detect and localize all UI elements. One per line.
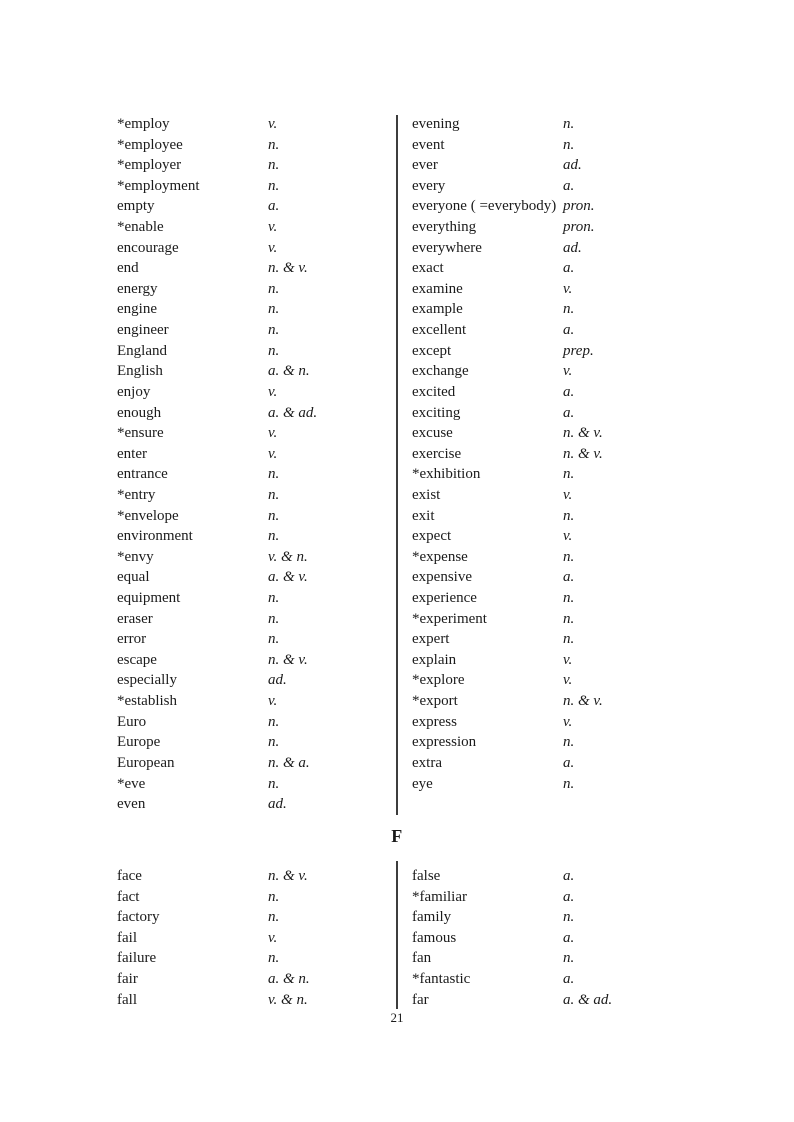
entry-row (412, 444, 697, 465)
entry-word: exist (412, 486, 441, 503)
entry-row (412, 547, 697, 568)
entry-word: experience (412, 590, 477, 607)
entry-pos: v. (268, 693, 278, 710)
entry-row (412, 948, 697, 969)
entry-row (412, 341, 697, 362)
entry-word: enter (117, 445, 147, 462)
entry-row (412, 485, 697, 506)
section-heading-f: F (391, 826, 403, 846)
entry-row (117, 320, 402, 341)
entry-pos: v. (563, 280, 573, 297)
entry-row (412, 403, 697, 424)
entry-pos: n. (268, 301, 280, 318)
entry-row (412, 361, 697, 382)
entry-word: factory (117, 909, 160, 926)
entry-word: *establish (117, 693, 177, 710)
entry-pos: n. & v. (268, 868, 308, 884)
entry-pos: n. (563, 466, 575, 483)
entry-row (117, 712, 402, 733)
entry-word: everyone ( =everybody) (412, 198, 557, 215)
entry-pos: n. (268, 631, 280, 648)
entry-row (117, 382, 402, 403)
entry-row (412, 299, 697, 320)
entry-word: express (412, 713, 457, 730)
word-column-f-left (117, 866, 402, 1010)
entry-row (117, 176, 402, 197)
entry-row (412, 258, 697, 279)
entry-pos: v. & n. (268, 991, 308, 1008)
entry-pos: a. (563, 260, 575, 277)
entry-row (117, 907, 402, 928)
entry-word: eraser (117, 610, 153, 627)
entry-row (412, 691, 697, 712)
entry-pos: v. (563, 713, 573, 730)
entry-word: expensive (412, 569, 472, 586)
entry-row (117, 444, 402, 465)
entry-pos: v. (268, 445, 278, 462)
entry-row (412, 176, 697, 197)
entry-pos: a. & ad. (268, 404, 318, 421)
entry-pos: n. (268, 177, 280, 194)
entry-word: *fantastic (412, 971, 471, 988)
entry-row (412, 753, 697, 774)
entry-row (117, 794, 402, 815)
entry-word: equipment (117, 590, 181, 607)
entry-word: everywhere (412, 239, 482, 256)
entry-row (117, 866, 402, 887)
entry-pos: v. & n. (268, 548, 308, 565)
entry-word: excited (412, 383, 456, 400)
entry-pos: n. (268, 486, 280, 503)
entry-word: family (412, 909, 452, 926)
entry-row (412, 650, 697, 671)
entry-pos: n. & a. (268, 754, 310, 771)
entry-pos: v. (268, 239, 278, 256)
entry-pos: n. (563, 548, 575, 565)
entry-pos: n. & v. (563, 425, 603, 442)
entry-pos: v. (563, 651, 573, 668)
entry-pos: v. (563, 528, 573, 545)
entry-pos: n. & v. (268, 260, 308, 277)
entry-pos: n. (268, 157, 280, 174)
entry-row (117, 299, 402, 320)
entry-pos: v. (268, 425, 278, 442)
entry-word: *export (412, 693, 458, 710)
entry-word: Euro (117, 713, 147, 730)
entry-row (412, 774, 697, 795)
entry-row (117, 217, 402, 238)
entry-row (117, 887, 402, 908)
entry-row (412, 135, 697, 156)
entry-word: false (412, 868, 441, 884)
entry-row (412, 464, 697, 485)
entry-word: *envelope (117, 507, 179, 524)
entry-pos: a. (563, 888, 575, 905)
entry-word: end (117, 260, 139, 277)
entry-pos: prep. (563, 342, 594, 359)
entry-pos: v. (563, 363, 573, 380)
entry-pos: a. (563, 971, 575, 988)
word-column-f-right (412, 866, 697, 1010)
entry-pos: v. (563, 672, 573, 689)
entry-row (117, 135, 402, 156)
entry-row (117, 464, 402, 485)
entry-pos: n. (563, 775, 575, 792)
entry-pos: n. (268, 775, 280, 792)
entry-word: exact (412, 260, 444, 277)
entry-row (412, 196, 697, 217)
entry-row (117, 423, 402, 444)
entry-pos: n. (268, 528, 280, 545)
entry-word: fair (117, 971, 138, 988)
entry-row (117, 948, 402, 969)
entry-word: *explore (412, 672, 465, 689)
page-number: 21 (390, 1010, 404, 1025)
entry-pos: a. & n. (268, 971, 310, 988)
entry-pos: v. (563, 486, 573, 503)
entry-pos: n. & v. (563, 445, 603, 462)
entry-pos: a. (563, 929, 575, 946)
entry-pos: a. (563, 754, 575, 771)
entry-row (117, 341, 402, 362)
entry-word: eye (412, 775, 433, 792)
entry-row (117, 279, 402, 300)
entry-pos: v. (268, 219, 278, 236)
entry-row (412, 588, 697, 609)
entry-word: exciting (412, 404, 461, 421)
entry-pos: a. & n. (268, 363, 310, 380)
entry-pos: a. (268, 198, 280, 215)
entry-row (117, 588, 402, 609)
entry-pos: a. (563, 404, 575, 421)
entry-row (412, 969, 697, 990)
entry-pos: a. (563, 868, 575, 884)
entry-row (117, 547, 402, 568)
entry-word: *envy (117, 548, 154, 565)
entry-word: examine (412, 280, 463, 297)
entry-word: exercise (412, 445, 462, 462)
entry-word: face (117, 868, 142, 884)
entry-word: fan (412, 950, 432, 967)
entry-word: example (412, 301, 463, 318)
entry-pos: n. & v. (563, 693, 603, 710)
entry-row (412, 990, 697, 1011)
entry-pos: n. (563, 136, 575, 153)
entry-pos: n. (268, 713, 280, 730)
entry-pos: n. (563, 610, 575, 627)
entry-word: every (412, 177, 446, 194)
word-column-e-right (412, 114, 697, 794)
entry-word: except (412, 342, 452, 359)
entry-word: fact (117, 888, 140, 905)
entry-word: *exhibition (412, 466, 481, 483)
entry-pos: v. (268, 383, 278, 400)
entry-pos: a. (563, 569, 575, 586)
entry-word: environment (117, 528, 193, 545)
column-divider (396, 861, 398, 1009)
entry-pos: n. (563, 301, 575, 318)
entry-word: expression (412, 734, 477, 751)
entry-row (117, 258, 402, 279)
entry-row (412, 423, 697, 444)
entry-row (117, 928, 402, 949)
entry-pos: n. (268, 322, 280, 339)
entry-word: famous (412, 929, 457, 946)
entry-pos: v. (268, 116, 278, 132)
entry-word: escape (117, 651, 157, 668)
entry-word: evening (412, 116, 460, 132)
word-column-e-left (117, 114, 402, 815)
entry-pos: pron. (563, 198, 595, 215)
entry-pos: n. (268, 734, 280, 751)
entry-pos: v. (268, 929, 278, 946)
entry-pos: n. (563, 590, 575, 607)
entry-word: energy (117, 280, 158, 297)
entry-row (412, 928, 697, 949)
entry-pos: n. (268, 950, 280, 967)
entry-row (412, 238, 697, 259)
entry-row (412, 382, 697, 403)
entry-word: *entry (117, 486, 156, 503)
entry-word: fail (117, 929, 137, 946)
entry-word: failure (117, 950, 157, 967)
entry-word: *employment (117, 177, 200, 194)
entry-word: *ensure (117, 425, 164, 442)
entry-pos: pron. (563, 219, 595, 236)
entry-row (117, 567, 402, 588)
entry-word: *expense (412, 548, 468, 565)
entry-row (117, 609, 402, 630)
entry-row (412, 320, 697, 341)
entry-pos: ad. (563, 239, 582, 256)
entry-row (117, 403, 402, 424)
entry-word: England (117, 342, 167, 359)
entry-word: expect (412, 528, 452, 545)
entry-pos: n. (268, 342, 280, 359)
entry-row (117, 774, 402, 795)
entry-word: excellent (412, 322, 467, 339)
entry-word: *familiar (412, 888, 467, 905)
entry-pos: ad. (268, 672, 287, 689)
entry-pos: n. (563, 507, 575, 524)
entry-word: European (117, 754, 175, 771)
entry-pos: n. (563, 116, 575, 132)
entry-row (412, 732, 697, 753)
entry-row (412, 670, 697, 691)
entry-pos: ad. (563, 157, 582, 174)
entry-pos: n. (268, 136, 280, 153)
entry-word: English (117, 363, 163, 380)
entry-pos: a. (563, 383, 575, 400)
entry-row (117, 650, 402, 671)
entry-row (117, 506, 402, 527)
entry-pos: n. (268, 466, 280, 483)
entry-word: event (412, 136, 445, 153)
entry-pos: ad. (268, 796, 287, 813)
entry-row (117, 114, 402, 135)
entry-row (117, 732, 402, 753)
entry-row (412, 887, 697, 908)
entry-word: exchange (412, 363, 469, 380)
entry-word: enjoy (117, 383, 151, 400)
entry-pos: n. (268, 888, 280, 905)
entry-row (117, 238, 402, 259)
column-divider (396, 115, 398, 815)
entry-word: even (117, 796, 146, 813)
entry-row (412, 866, 697, 887)
entry-word: encourage (117, 239, 179, 256)
entry-pos: n. (563, 950, 575, 967)
entry-row (412, 506, 697, 527)
entry-word: *enable (117, 219, 164, 236)
entry-row (117, 526, 402, 547)
entry-row (412, 279, 697, 300)
entry-word: expert (412, 631, 450, 648)
entry-row (117, 753, 402, 774)
entry-row (117, 670, 402, 691)
entry-row (412, 629, 697, 650)
entry-word: fall (117, 991, 137, 1008)
entry-word: explain (412, 651, 457, 668)
entry-row (412, 712, 697, 733)
entry-pos: n. (268, 280, 280, 297)
entry-word: especially (117, 672, 177, 689)
entry-word: *experiment (412, 610, 487, 627)
entry-word: excuse (412, 425, 453, 442)
entry-pos: a. (563, 322, 575, 339)
entry-row (117, 969, 402, 990)
entry-row (117, 485, 402, 506)
entry-word: ever (412, 157, 438, 174)
entry-pos: n. (268, 909, 280, 926)
entry-row (117, 629, 402, 650)
entry-word: extra (412, 754, 442, 771)
entry-pos: n. & v. (268, 651, 308, 668)
entry-pos: a. (563, 177, 575, 194)
entry-row (412, 609, 697, 630)
entry-pos: n. (268, 507, 280, 524)
entry-word: empty (117, 198, 155, 215)
entry-row (412, 526, 697, 547)
entry-row (412, 217, 697, 238)
entry-row (117, 691, 402, 712)
entry-word: Europe (117, 734, 161, 751)
entry-row (117, 361, 402, 382)
entry-word: *employ (117, 116, 170, 132)
entry-word: engine (117, 301, 157, 318)
entry-row (412, 114, 697, 135)
entry-word: far (412, 991, 429, 1008)
entry-word: error (117, 631, 147, 648)
entry-pos: n. (268, 590, 280, 607)
entry-pos: n. (268, 610, 280, 627)
entry-row (117, 196, 402, 217)
entry-row (412, 907, 697, 928)
entry-row (117, 155, 402, 176)
entry-pos: n. (563, 631, 575, 648)
entry-word: exit (412, 507, 435, 524)
entry-word: enough (117, 404, 162, 421)
entry-row (412, 567, 697, 588)
entry-row (412, 155, 697, 176)
entry-word: *eve (117, 775, 146, 792)
entry-word: entrance (117, 466, 168, 483)
entry-word: *employer (117, 157, 182, 174)
entry-pos: a. & ad. (563, 991, 613, 1008)
entry-word: equal (117, 569, 150, 586)
entry-pos: n. (563, 734, 575, 751)
entry-word: everything (412, 219, 477, 236)
entry-pos: a. & v. (268, 569, 308, 586)
entry-pos: n. (563, 909, 575, 926)
entry-word: engineer (117, 322, 169, 339)
entry-word: *employee (117, 136, 183, 153)
entry-row (117, 990, 402, 1011)
